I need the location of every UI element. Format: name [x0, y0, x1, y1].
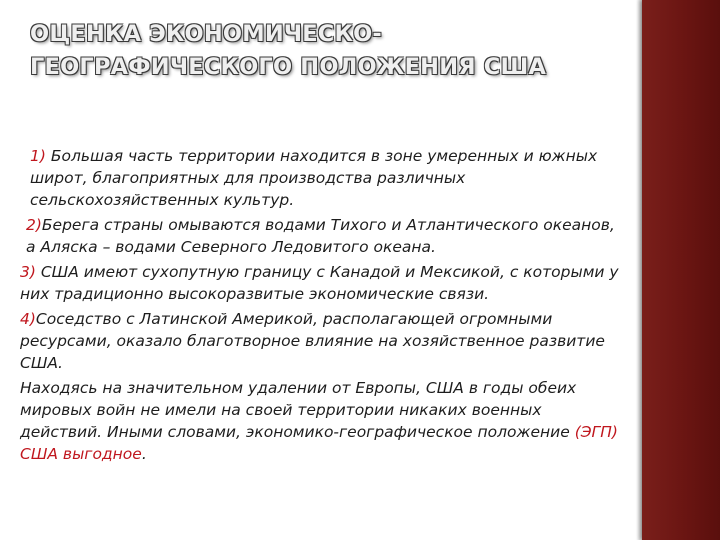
point-number: 2)	[26, 216, 42, 234]
conclusion-highlight: (ЭГП) США выгодное	[20, 423, 618, 463]
point-number: 3)	[20, 263, 36, 281]
point-text: Соседство с Латинской Америкой, располагающей огромными ресурсами, оказало благотворное влияние на хозяйственное развитие США.	[20, 310, 605, 372]
conclusion	[20, 377, 620, 465]
conclusion-end: .	[141, 445, 147, 463]
title-line-2: ГЕОГРАФИЧЕСКОГО ПОЛОЖЕНИЯ США	[30, 54, 547, 80]
point-text: США имеют сухопутную границу с Канадой и Мексикой, с которыми у них традиционно высокоразвитые экономические связи.	[20, 263, 619, 303]
point-4	[20, 308, 620, 374]
decorative-sidebar	[642, 0, 720, 540]
title-line-1: ОЦЕНКА ЭКОНОМИЧЕСКО-	[30, 21, 382, 47]
conclusion-text: Находясь на значительном удалении от Европы, США в годы обеих мировых войн не имели на своей территории никаких военных действий. Иными словами, экономико-географическое положение	[20, 379, 577, 441]
point-2	[20, 214, 620, 258]
point-number: 4)	[20, 310, 36, 328]
slide-title	[30, 18, 630, 84]
point-text: Большая часть территории находится в зоне умеренных и южных широт, благоприятных для производства различных сельскохозяйственных культур.	[30, 147, 598, 209]
point-text: Берега страны омываются водами Тихого и Атлантического океанов, а Аляска – водами Северного Ледовитого океана.	[26, 216, 615, 256]
point-number: 1)	[30, 147, 46, 165]
point-1	[20, 145, 620, 211]
slide-body	[20, 145, 620, 468]
point-3	[20, 261, 620, 305]
